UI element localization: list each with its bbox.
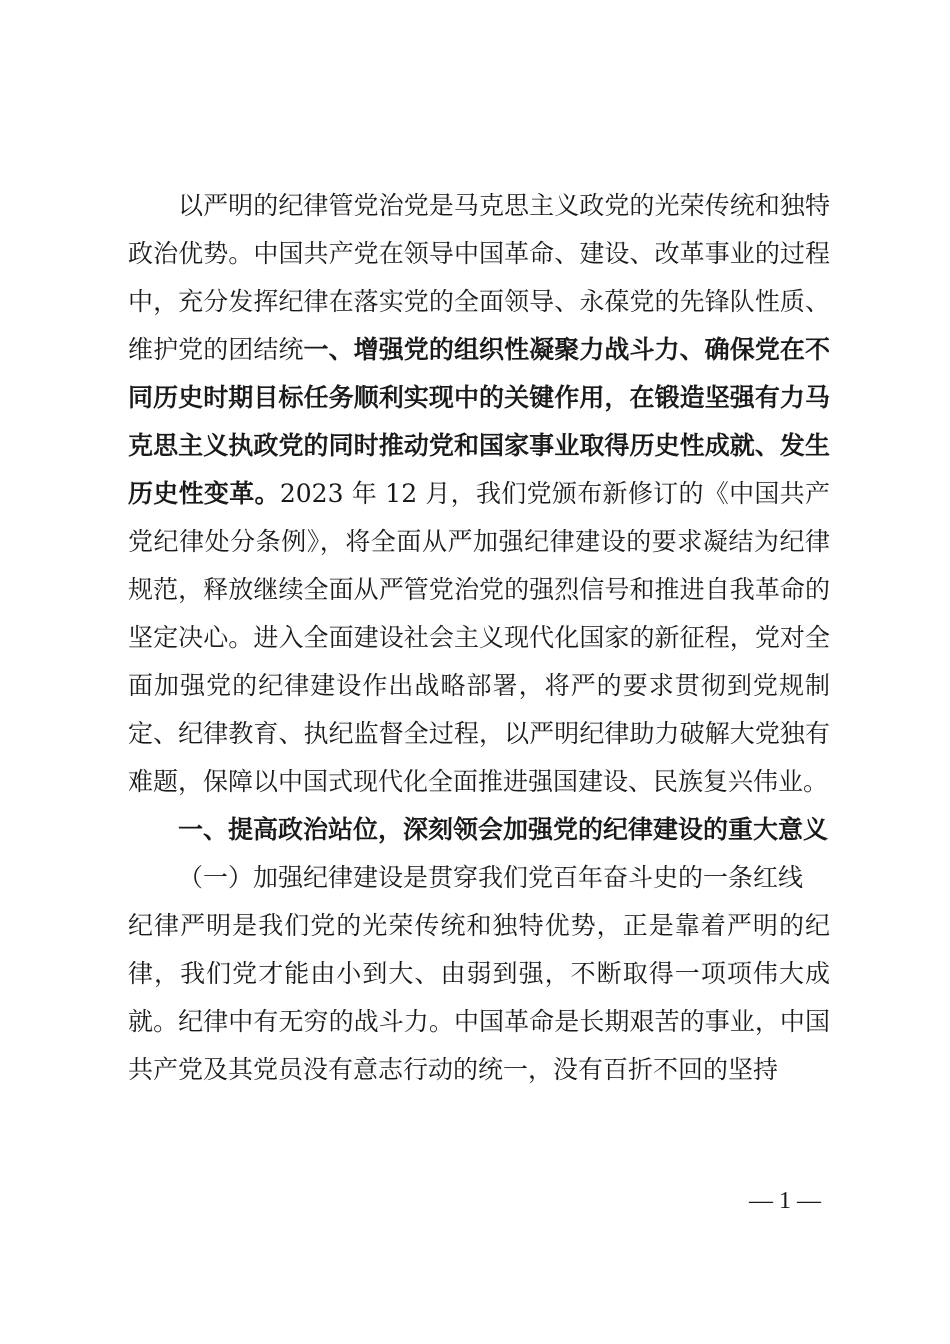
intro-bold-text: 一、增强党的组织性凝聚力战斗力、确保党在不同历史时期目标任务顺利实现中的关键作用，在锻造坚强有力马克思主义执政党的同时推动党和国家事业取得历史性成就、发生历史性变革。 bbox=[128, 335, 830, 508]
intro-text-start: 以严明的纪律管党治党是马克思主义政党的光荣传统和独特政治优势。中国共产党在领导中国革命、建设、改革事业的过程中，充分发挥纪律在落实党的全面领导、永葆党的先锋队性质、维护党的团结统 bbox=[128, 191, 830, 364]
document-body bbox=[128, 182, 830, 1094]
page-number: — 1 — bbox=[749, 1188, 821, 1214]
section-heading: 一、提高政治站位，深刻领会加强党的纪律建设的重大意义 bbox=[178, 815, 829, 844]
subsection-paragraph: 纪律严明是我们党的光荣传统和独特优势，正是靠着严明的纪律，我们党才能由小到大、由弱到强，不断取得一项项伟大成就。纪律中有无穷的战斗力。中国革命是长期艰苦的事业，中国共产党及其党员没有意志行动的统一，没有百折不回的坚持 bbox=[128, 911, 830, 1084]
intro-paragraph bbox=[128, 182, 830, 806]
subsection-heading: （一）加强纪律建设是贯穿我们党百年奋斗史的一条红线 bbox=[178, 863, 804, 892]
intro-text-end: 2023 年 12 月，我们党颁布新修订的《中国共产党纪律处分条例》，将全面从严加强纪律建设的要求凝结为纪律规范，释放继续全面从严管党治党的强烈信号和推进自我革命的坚定决心。进入全面建设社会主义现代化国家的新征程，党对全面加强党的纪律建设作出战略部署，将严的要求贯彻到党规制定、纪律教育、执纪监督全过程，以严明纪律助力破解大党独有难题，保障以中国式现代化全面推进强国建设、民族复兴伟业。 bbox=[128, 479, 830, 796]
